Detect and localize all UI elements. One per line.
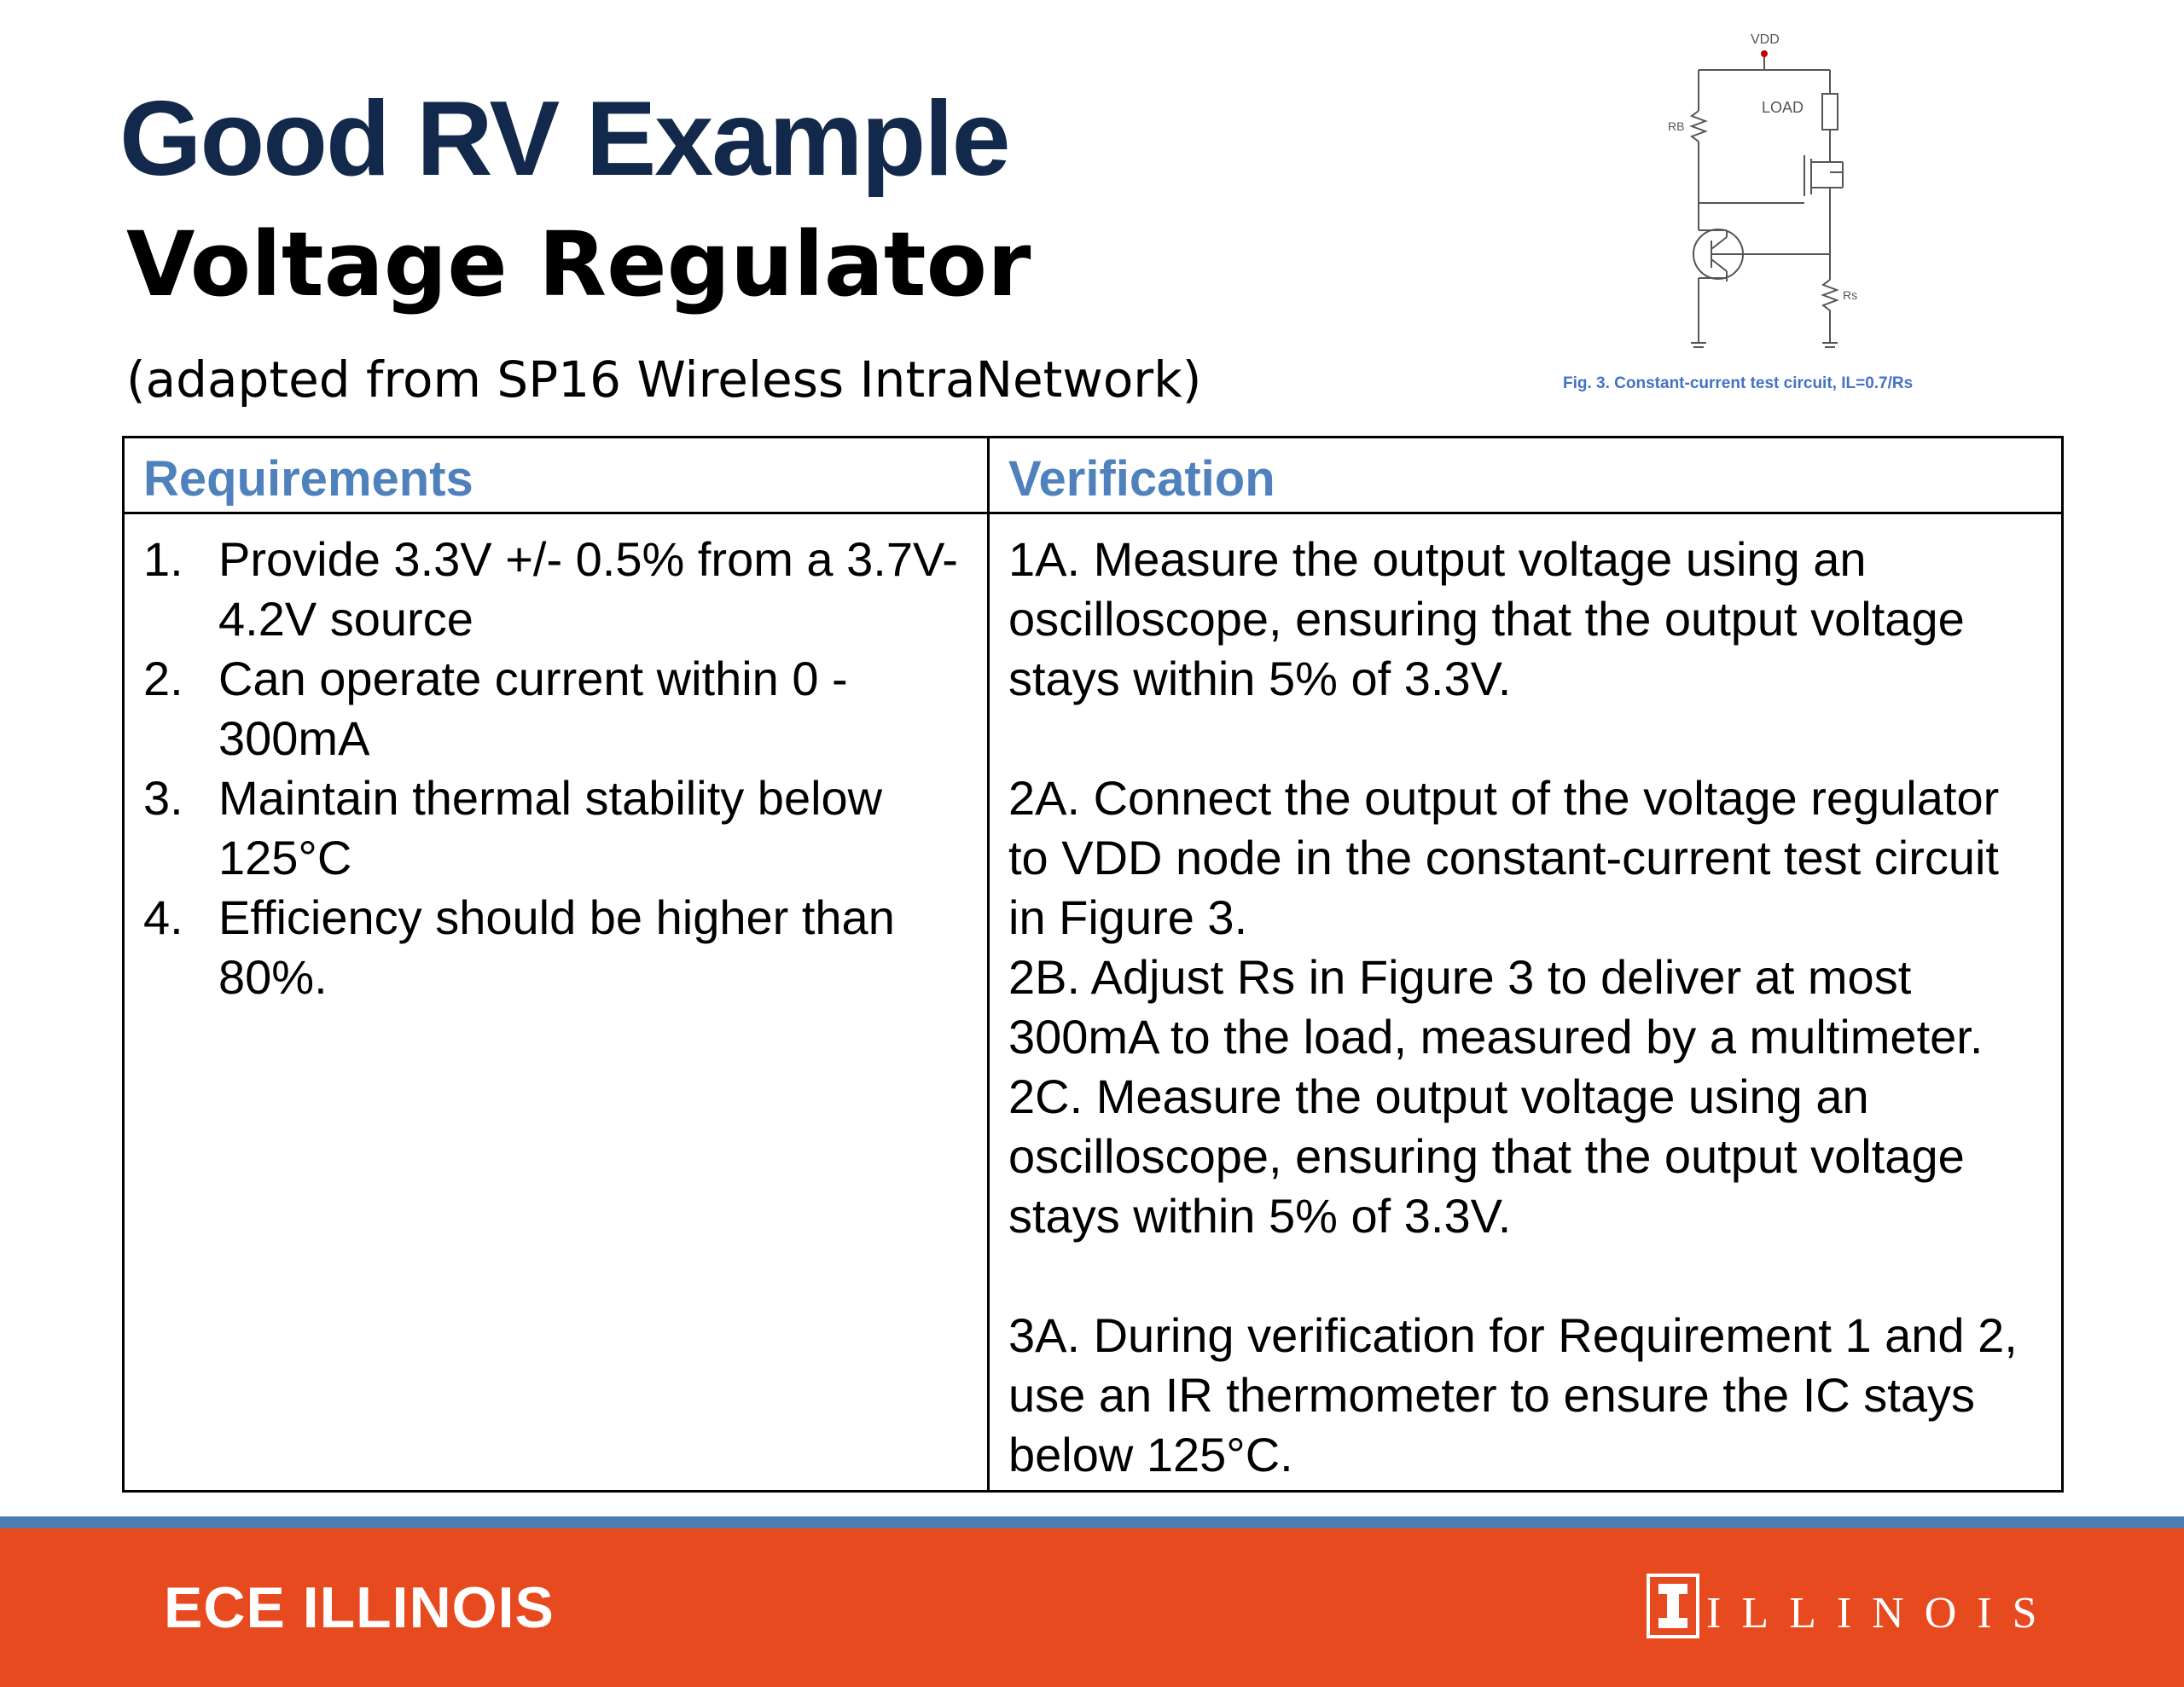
block-i-logo-icon <box>1647 1574 1699 1638</box>
list-item <box>143 649 970 768</box>
footer-ece-illinois: ECE ILLINOIS <box>164 1575 555 1640</box>
footer-illinois-wordmark: ILLINOIS <box>1706 1589 2058 1638</box>
vdd-label: VDD <box>1751 32 1780 47</box>
verification-header: Verification <box>989 438 2063 513</box>
verification-step-2c: 2C. Measure the output voltage using an oscilloscope, ensuring that the output voltage stays within 5% of 3.3V. <box>1008 1070 1965 1243</box>
item-number: 3. <box>143 771 183 825</box>
item-text: Efficiency should be higher than 80%. <box>218 890 895 1004</box>
verification-step-2a: 2A. Connect the output of the voltage regulator to VDD node in the constant-current test circuit in Figure 3. <box>1008 771 2000 944</box>
source-note: (adapted from SP16 Wireless IntraNetwork) <box>126 351 1202 409</box>
page-subtitle: Voltage Regulator <box>126 212 1031 316</box>
item-text: Provide 3.3V +/- 0.5% from a 3.7V-4.2V source <box>218 532 958 646</box>
load-label: LOAD <box>1762 99 1804 116</box>
verification-cell <box>989 513 2063 1492</box>
footer-stripe <box>0 1516 2184 1528</box>
figure-caption: Fig. 3. Constant-current test circuit, IL=0.7/Rs <box>1563 374 1914 392</box>
item-number: 4. <box>143 890 183 944</box>
verification-step-2b: 2B. Adjust Rs in Figure 3 to deliver at most 300mA to the load, measured by a multimeter. <box>1008 950 1984 1064</box>
item-text: Can operate current within 0 - 300mA <box>218 652 848 765</box>
page-title: Good RV Example <box>119 80 1009 198</box>
rs-label: Rs <box>1843 288 1858 302</box>
requirements-list <box>143 530 970 1007</box>
table-row <box>124 513 2063 1492</box>
circuit-diagram <box>1638 26 1920 367</box>
rb-label: RB <box>1668 119 1685 133</box>
item-text: Maintain thermal stability below 125°C <box>218 771 883 884</box>
item-number: 2. <box>143 652 183 705</box>
circuit-schematic-icon <box>1638 26 1920 367</box>
requirements-cell <box>124 513 989 1492</box>
list-item <box>143 530 970 649</box>
list-item <box>143 768 970 888</box>
list-item <box>143 888 970 1007</box>
table-header-row <box>124 438 2063 513</box>
item-number: 1. <box>143 532 183 586</box>
verification-step-3a: 3A. During verification for Requirement 1 and 2, use an IR thermometer to ensure the IC stays below 125°C. <box>1008 1308 2018 1481</box>
verification-step-1a: 1A. Measure the output voltage using an oscilloscope, ensuring that the output voltage stays within 5% of 3.3V. <box>1008 532 1965 705</box>
rv-table <box>122 436 2064 1493</box>
requirements-header: Requirements <box>124 438 989 513</box>
